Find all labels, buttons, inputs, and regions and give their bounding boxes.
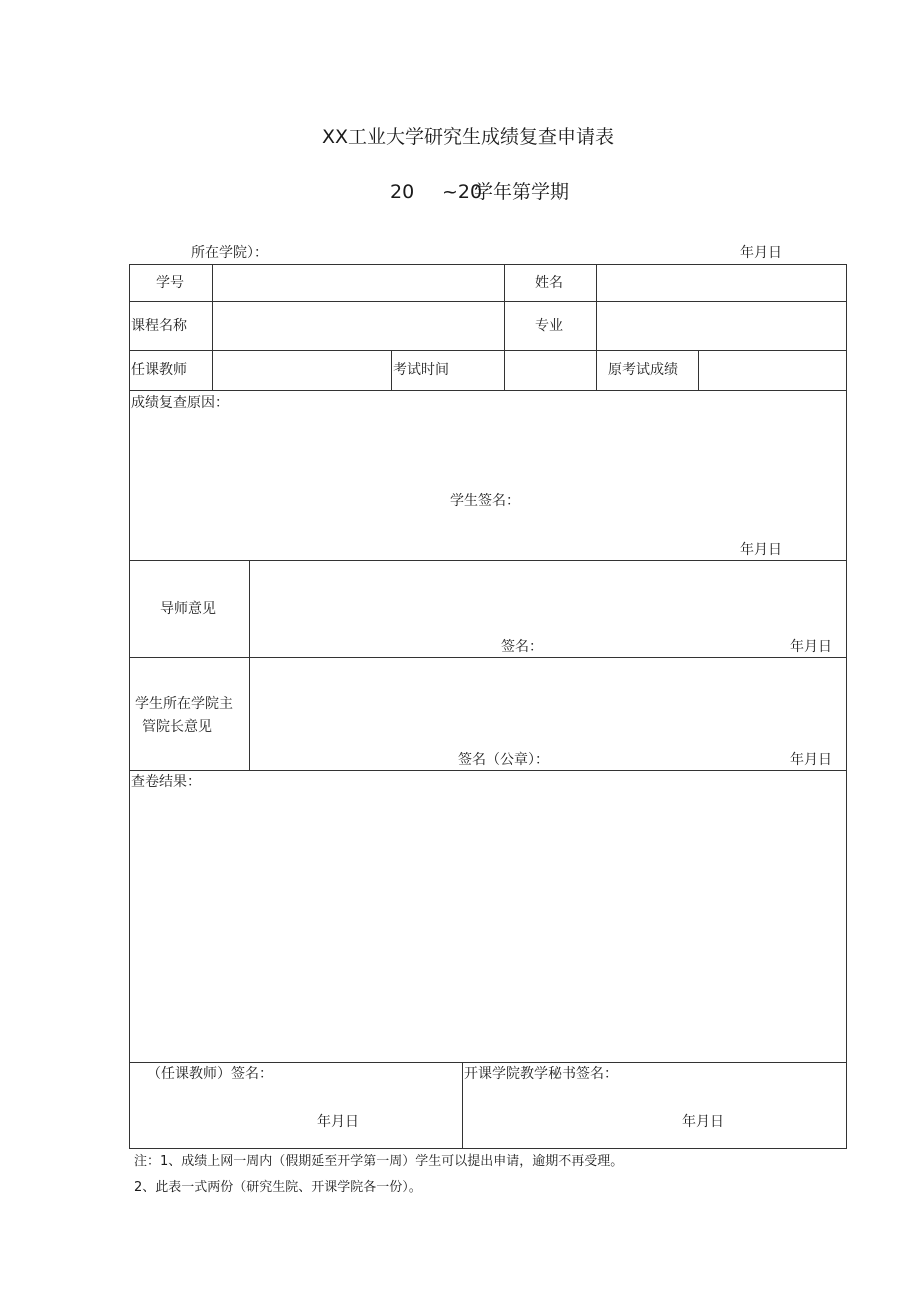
note-line-2: 2、此表一式两份（研究生院、开课学院各一份）。 — [134, 1180, 422, 1195]
form-title: XX工业大学研究生成绩复查申请表 — [322, 126, 615, 148]
student-signature-label: 学生签名： — [450, 493, 520, 509]
semester-year-start: 20 — [390, 181, 415, 203]
row-divider — [129, 770, 847, 771]
teacher-signature-label: （任课教师）签名： — [147, 1066, 273, 1082]
major-label: 专业 — [535, 318, 563, 334]
reason-field[interactable] — [130, 412, 846, 482]
semester-suffix: 学年第学期 — [474, 181, 570, 203]
row-divider — [129, 1062, 847, 1063]
review-result-field[interactable] — [130, 795, 846, 1060]
exam-time-field[interactable] — [505, 351, 596, 390]
college-label: 所在学院）： — [191, 245, 268, 261]
course-name-field[interactable] — [213, 302, 504, 350]
advisor-opinion-label: 导师意见 — [160, 601, 216, 617]
note-line-1: 注：1、成绩上网一周内（假期延至开学第一周）学生可以提出申请，逾期不再受理。 — [134, 1154, 624, 1169]
exam-time-label: 考试时间 — [393, 362, 449, 378]
col-divider — [391, 350, 392, 391]
dean-opinion-label-line1: 学生所在学院主 — [135, 696, 233, 712]
teacher-signature-date: 年月日 — [317, 1114, 359, 1130]
secretary-signature-date: 年月日 — [682, 1114, 724, 1130]
dean-date-label: 年月日 — [790, 752, 832, 768]
teacher-field[interactable] — [213, 351, 391, 390]
student-id-field[interactable] — [213, 265, 504, 301]
advisor-opinion-field[interactable] — [250, 561, 846, 631]
col-divider — [462, 1062, 463, 1149]
secretary-signature-label: 开课学院教学秘书签名： — [464, 1066, 618, 1082]
name-label: 姓名 — [535, 275, 563, 291]
semester-year-end: ~20 — [442, 181, 483, 203]
student-id-label: 学号 — [156, 275, 184, 291]
reason-date-label: 年月日 — [740, 542, 782, 558]
original-score-label: 原考试成绩 — [608, 362, 678, 378]
major-field[interactable] — [597, 302, 846, 350]
course-name-label: 课程名称 — [131, 318, 187, 334]
name-field[interactable] — [597, 265, 846, 301]
teacher-label: 任课教师 — [131, 362, 187, 378]
table-border-bottom — [129, 1148, 847, 1149]
table-border-right — [846, 264, 847, 1149]
original-score-field[interactable] — [699, 351, 846, 390]
row-divider — [129, 390, 847, 391]
dean-signature-label: 签名（公章）： — [458, 752, 549, 768]
advisor-signature-label: 签名： — [501, 639, 543, 655]
header-date-label: 年月日 — [740, 245, 782, 261]
advisor-date-label: 年月日 — [790, 639, 832, 655]
dean-opinion-field[interactable] — [250, 658, 846, 743]
dean-opinion-label-line2: 管院长意见 — [142, 719, 212, 735]
review-result-label: 查卷结果： — [131, 774, 201, 790]
reason-label: 成绩复查原因： — [131, 395, 229, 411]
